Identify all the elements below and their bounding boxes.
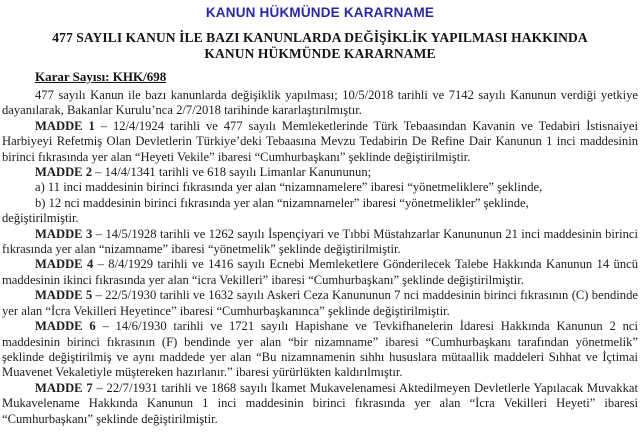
- decision-number: [2, 69, 638, 84]
- article-label: MADDE 7: [35, 380, 93, 395]
- paragraph: MADDE 3 – 14/5/1928 tarihli ve 1262 sayılı İspençiyari ve Tıbbi Müstahzarlar Kanununun 21 inci maddesinin birinci fıkrasında yer alan “nizamname” ibaresi “yönetmelik” şeklinde değiştirilmiştir.: [2, 226, 638, 257]
- paragraph: MADDE 1 – 12/4/1924 tarihli ve 477 sayılı Memleketlerinde Türk Tebaasından Kavanin ve Tedabiri İstisnaiyei Harbiyeyi Refetmiş Olan Devletlerin Türkiye’deki Tebaasına Mevzu Tedabirin De Refine Dair Kanunun 1 inci maddesinin birinci fıkrasında yer alan “Heyeti Vekile” ibaresi “Cumhurbaşkanı” şeklinde değiştirilmiştir.: [2, 118, 638, 164]
- paragraph: MADDE 4 – 8/4/1929 tarihli ve 1416 sayılı Ecnebi Memleketlere Gönderilecek Talebe Hakkında Kanunun 14 üncü maddesinin ikinci fıkrasında yer alan “icra Vekilleri” ibaresi “Cumhurbaşkanı” şeklinde değiştirilmiştir.: [2, 257, 638, 287]
- document-subtitle-line2: KANUN HÜKMÜNDE KARARNAME: [204, 46, 436, 61]
- paragraph: b) 12 nci maddesinin birinci fıkrasında yer alan “nizamnameler” ibaresi “yönetmelikler” şeklinde,: [35, 195, 529, 210]
- paragraph: MADDE 7 – 22/7/1931 tarihli ve 1868 sayılı İkamet Mukavelenamesi Aktedilmeyen Devletlerle Yapılacak Muvakkat Mukavelename Hakkında Kanunun 1 inci maddesinin birinci fıkrasında yer alan “İcra Vekilleri Heyeti” ibaresi “Cumhurbaşkanı” şeklinde değiştirilmiştir.: [2, 380, 638, 426]
- article-label: MADDE 4: [35, 257, 94, 272]
- paragraph: değiştirilmiştir.: [2, 211, 79, 226]
- article-label: MADDE 5: [35, 288, 93, 303]
- document-subtitle-line1: 477 SAYILI KANUN İLE BAZI KANUNLARDA DEĞİŞİKLİK YAPILMASI HAKKINDA: [52, 30, 588, 45]
- paragraph: MADDE 6 – 14/6/1930 tarihli ve 1721 sayılı Hapishane ve Tevkifhanelerin İdaresi Hakkında Kanunun 2 nci maddesinin birinci fıkrasının (F) bendinde yer alan “bir nizamname” ibaresi “Cumhurbaşkanı tarafından yönetmelik” şeklinde değiştirilmiş ve aynı maddede yer alan “Bu nizamnamenin sıhhı hususlara mütaallik maddeleri Sıhhat ve İçtimai Muavenet Vekaletiyle müştereken hazırlanır.” ibaresi yürürlükten kaldırılmıştır.: [2, 319, 638, 380]
- article-label: MADDE 3: [35, 226, 93, 241]
- article-label: MADDE 2: [35, 165, 93, 180]
- decision-number-text: Karar Sayısı: KHK/698: [35, 69, 167, 84]
- article-label: MADDE 1: [35, 118, 95, 133]
- paragraph: MADDE 5 – 22/5/1930 tarihli ve 1632 sayılı Askeri Ceza Kanununun 7 nci maddesinin birinci fıkrasının (C) bendinde yer alan “İcra Vekilleri Heyetince” ibaresi “Cumhurbaşkanınca” şeklinde değiştirilmiştir.: [2, 288, 638, 318]
- document-subtitle: [2, 30, 638, 62]
- document-title: KANUN HÜKMÜNDE KARARNAME: [205, 5, 435, 20]
- document-body: [2, 88, 638, 427]
- paragraph: MADDE 2 – 14/4/1341 tarihli ve 618 sayılı Limanlar Kanununun;: [35, 165, 372, 180]
- paragraph: 477 sayılı Kanun ile bazı kanunlarda değişiklik yapılması; 10/5/2018 tarihli ve 7142 sayılı Kanunun verdiği yetkiye dayanılarak, Bakanlar Kurulu’nca 2/7/2018 tarihinde kararlaştırılmıştır.: [2, 88, 638, 118]
- paragraph: a) 11 inci maddesinin birinci fıkrasında yer alan “nizamnamelere” ibaresi “yönetmeliklere” şeklinde,: [35, 180, 543, 195]
- article-label: MADDE 6: [35, 319, 96, 334]
